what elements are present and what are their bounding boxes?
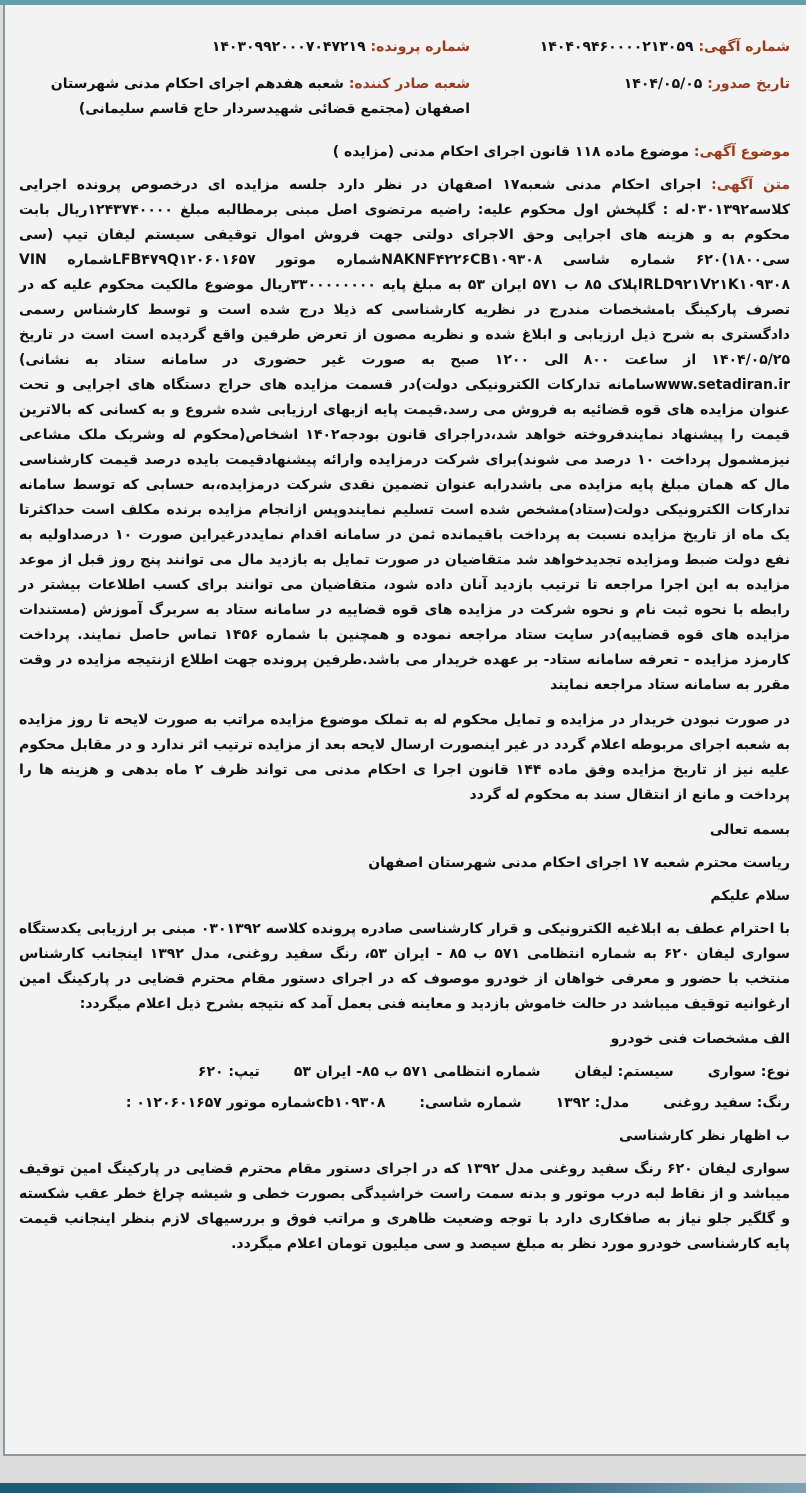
subject-label: موضوع آگهی: <box>693 144 790 160</box>
spec-color: رنگ: سفید روغنی <box>663 1095 790 1111</box>
issuer-label: شعبه صادر کننده: <box>348 76 470 92</box>
spec-chassis-engine: cb۱۰۹۳۰۸شماره موتور ۰۱۲۰۶۰۱۶۵۷ : <box>125 1095 386 1111</box>
spec-system: سیستم: لیفان <box>574 1064 674 1080</box>
addressee: ریاست محترم شعبه ۱۷ اجرای احکام مدنی شهرستان اصفهان <box>368 855 790 871</box>
issue-date <box>490 72 790 122</box>
notice-document <box>19 35 790 1257</box>
header-row-2 <box>19 72 790 122</box>
notice-text-body: اجرای احکام مدنی شعبه۱۷ اصفهان در نظر دارد جلسه مزایده ای درخصوص پرونده اجرایی کلاسه۰۳۰۱۳۹۲له : گلپخش اول محکوم علیه: راضیه مرتضوی اصل مبنی برمطالبه مبلغ ۱۲۴۳۷۴۰۰۰۰ریال بابت محکوم به و هزینه های اجرایی وحق الاجرای دولتی جهت فروش اموال توقیفی سیستم لیفان تیپ (سی سی۱۸۰۰)۶۲۰ شماره شاسی NAKNF۴۲۲۶CB۱۰۹۳۰۸شماره موتور LFB۴۷۹Q۱۲۰۶۰۱۶۵۷شماره VIN IRLD۹۲۱V۲۱K۱۰۹۳۰۸پلاک ۸۵ ب ۵۷۱ ایران ۵۳ به مبلغ پایه ۳۳۰۰۰۰۰۰۰۰ریال موضوع مالکیت محکوم علیه که در تصرف پارکینگ بامشخصات مندرج در نظریه کارشناسی که ذیلا درج شده است و توسط کارشناس رسمی دادگستری به شرح ذیل ارزیابی و ابلاغ شده و نظریه مصون از تعرض طرفین واقع گردیده است است در تاریخ ۱۴۰۴/۰۵/۲۵ از ساعت ۸۰۰ الی ۱۲۰۰ صبح به صورت غیر حضوری در سامانه ستاد به نشانی) www.setadiran.irسامانه تدارکات الکترونیکی دولت)در قسمت مزایده های حراج دستگاه های اجرایی و تحت عنوان مزایده های قوه قضائیه به فروش می رسد.قیمت پایه ازبهای ارزیابی شده شروع و به کسانی که بالاترین قیمت را پیشنهاد نمایندفروخته خواهد شد،دراجرای قانون بودجه۱۴۰۲ اشخاص(محکوم له وشریک ملک مشاعی نیزمشمول پرداخت ۱۰ درصد می شوند)برای شرکت درمزایده وارائه پیشنهادقیمت بایده درصد قیمت کارشناسی مال که همان مبلغ پایه مزایده می باشدرابه عنوان تضمین نقدی شرکت درمزایده،به حسابی که توسط سامانه تدارکات الکترونیکی دولت(ستاد)مشخص شده است تسلیم نمایندوپس ازانجام مزایده برنده مکلف است حداکثرتا یک ماه از تاریخ مزایده نسبت به پرداخت باقیمانده ثمن در سامانه اقدام نمایددرغیراین صورت ۱۰ درصداولیه به نفع دولت ضبط ومزایده تجدیدخواهد شد متقاضیان در صورت تمایل به بازدید مال می توانند پنج روز قبل از موعد مزایده به این اجرا مراجعه تا ترتیب بازدید آنان داده شود، متقاضیان می توانند برای کسب اطلاعات بیشتر در رابطه با نحوه ثبت نام و نحوه شرکت در مزایده های قوه قضاییه در سامانه ستاد به سربرگ آموزش (مستندات مزایده های قوه قضاییه)در سایت ستاد مراجعه نموده و همچنین با شماره ۱۴۵۶ تماس حاصل نمایند. پرداخت کارمزد مزایده - تعرفه سامانه ستاد- بر عهده خریدار می باشد.طرفین پرونده جهت اطلاع ازنتیجه مزایده در وقت مقرر به سامانه ستاد مراجعه نمایند <box>19 177 791 693</box>
issue-date-label: تاریخ صدور: <box>707 76 790 92</box>
subject <box>19 140 790 165</box>
header-row-1 <box>19 35 790 60</box>
file-number-value: ۱۴۰۳۰۹۹۲۰۰۰۷۰۴۷۲۱۹ <box>211 39 366 55</box>
issue-date-value: ۱۴۰۴/۰۵/۰۵ <box>623 76 703 92</box>
notice-panel <box>3 5 806 1456</box>
notice-text-label: متن آگهی: <box>711 177 790 193</box>
spec-type: نوع: سواری <box>707 1064 790 1080</box>
basmala: بسمه تعالی <box>709 822 790 838</box>
subject-value: موضوع ماده ۱۱۸ قانون اجرای احکام مدنی (مزایده ) <box>332 144 689 160</box>
status-strip <box>0 1456 806 1483</box>
issuer-line1: شعبه هفدهم اجرای احکام مدنی شهرستان اصفهان (مجتمع <box>50 76 470 117</box>
file-number <box>19 35 470 60</box>
taskbar <box>0 1483 806 1493</box>
issuer <box>19 72 470 122</box>
spec-model: مدل: ۱۳۹۲ <box>555 1095 630 1111</box>
notice-text-paragraph <box>19 173 790 698</box>
spec-plate: شماره انتظامی ۵۷۱ ب ۸۵- ایران ۵۳ <box>293 1064 541 1080</box>
notice-number-label: شماره آگهی: <box>698 39 790 55</box>
issuer-line2: قضائی شهیدسردار حاج قاسم سلیمانی) <box>78 101 356 117</box>
notice-number <box>490 35 790 60</box>
section-a-heading: الف مشخصات فنی خودرو <box>610 1031 790 1047</box>
greeting: سلام علیکم <box>710 888 790 904</box>
expert-intro-paragraph: با احترام عطف به ابلاغیه الکترونیکی و قرار کارشناسی صادره پرونده کلاسه ۰۳۰۱۳۹۲ مبنی بر ارزیابی یکدستگاه سواری لیفان ۶۲۰ به شماره انتظامی ۵۷۱ ب ۸۵ - ایران ۵۳، رنگ سفید روغنی، مدل ۱۳۹۲ اینجانب کارشناس منتخب با حضور و معرفی خواهان از خودرو موصوف که در اجرای دستور مقام محترم قضایی در پارکینگ امین ارغوانیه توقیف میباشد در حالت خاموش بازدید و معاینه فنی بعمل آمد که نتیجه بشرح ذیل اعلام میگردد: <box>19 921 790 1012</box>
spec-tip: تیپ: ۶۲۰ <box>197 1064 260 1080</box>
spec-chassis-label: شماره شاسی: <box>419 1095 522 1111</box>
expert-opinion-paragraph: سواری لیفان ۶۲۰ رنگ سفید روغنی مدل ۱۳۹۲ که در اجرای دستور مقام محترم قضایی در پارکینگ امین توقیف میباشد و از نقاط لبه درب موتور و بدنه سمت راست خراشیدگی بصورت خطی و شیشه چراغ خطر عقب شکسته و گلگیر جلو نیاز به صافکاری دارد با توجه وضعیت ظاهری و مراتب فوق و بررسیهای لازم بنظر اینجانب قیمت پایه کارشناسی خودرو مورد نظر به مبلغ سیصد و سی میلیون تومان اعلام میگردد. <box>19 1161 790 1252</box>
spec-row-2 <box>19 1091 790 1116</box>
notice-number-value: ۱۴۰۴۰۹۴۶۰۰۰۰۲۱۳۰۵۹ <box>539 39 694 55</box>
file-number-label: شماره پرونده: <box>370 39 470 55</box>
spec-row-1 <box>19 1060 790 1085</box>
section-b-heading: ب اظهار نظر کارشناسی <box>619 1128 790 1144</box>
buyer-absence-paragraph: در صورت نبودن خریدار در مزایده و تمایل محکوم له به تملک موضوع مزایده مراتب به صورت لایحه تا روز مزایده به شعبه اجرای مربوطه اعلام گردد در غیر اینصورت ارسال لایحه بعد از مزایده ترتیب اثر ندارد و در مقابل محکوم علیه نیز از تاریخ مزایده وفق ماده ۱۴۴ قانون اجرا ی احکام مدنی می تواند ظرف ۲ ماه بدهی و هزینه ها را پرداخت و مانع از انتقال سند به محکوم له گردد <box>19 712 790 803</box>
